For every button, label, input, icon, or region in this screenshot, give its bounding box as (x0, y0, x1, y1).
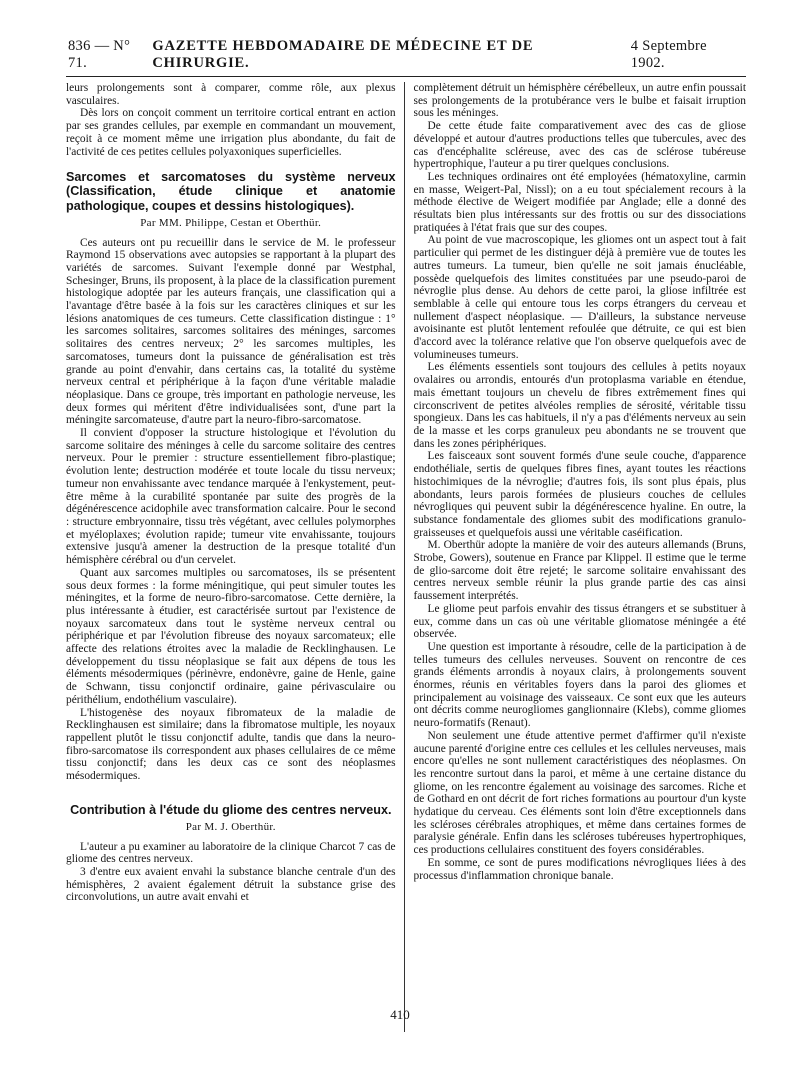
paragraph: Les faisceaux sont souvent formés d'une seule couche, d'apparence endothéliale, sertis de quelques fibres fines, ayant toutes les réactions histochimiques de la névroglie; d'autres fois, ils sont plus épais, plus abondants, leurs parois formées de plusieurs couches de cellules névrogliques qui peuvent subir la dégénérescence hyaline. En outre, la substance fondamentale des gliomes subit des modifications granulo-graisseuses et quelquefois aussi une véritable caséification. (413, 450, 746, 539)
paragraph: Les éléments essentiels sont toujours des cellules à petits noyaux ovalaires ou arrondis, entourés d'un protoplasma variable en étendue, mais émettant toujours un chevelu de fibres extrêmement fines qui circonscrivent de petites alvéoles remplies de sérosité, véritable tissu spongieux. Dans les cas habituels, il n'y a pas d'éléments nerveux au sein de la masse et les corps granuleux peu abondants ne se trouvent que dans les zones périphériques. (413, 361, 746, 450)
paragraph: M. Oberthür adopte la manière de voir des auteurs allemands (Bruns, Strobe, Gowers), soutenue en France par Klippel. Il estime que le terme de glio-sarcome doit être rejeté; le sarcome solitaire envahissant des centres nerveux semble réunir la plus grande partie des cas ainsi faussement interprétés. (413, 539, 746, 603)
article-byline: Par MM. Philippe, Cestan et Oberthür. (140, 216, 322, 229)
paragraph: Il convient d'opposer la structure histologique et l'évolution du sarcome solitaire des méninges à celle du sarcome solitaire des centres nerveux. Pour le premier : structure essentiellement fibro-plastique; évolution lente; destruction modérée et toute locale du tissu nerveux; tumeur non envahissante avec tendance marquée à l'enkystement, peut-être même à la curabilité spontanée par suite des progrès de la dégénérescence acidophile avec transformation calcaire. Pour le second : structure embryonnaire, tissu très végétant, avec cellules polymorphes et myéloplaxes; évolution rapide; tumeur vite envahissante, toujours extensive jusqu'à amener la destruction de la presque totalité d'un hémisphère cérébral ou d'un cervelet. (66, 427, 396, 567)
issue-number: 836 — N° 71. (68, 38, 131, 71)
paragraph: Une question est importante à résoudre, celle de la participation à de telles tumeurs des cellules nerveuses. Souvent on rencontre de ces grands éléments arrondis à noyaux clairs, à prolongements souvent énormes, réunis en véritables foyers dans la paroi des gliomes et principalement au voisinage des vaisseaux. Ce sont eux que les auteurs ont décrits comme neurogliomes ganglionnaire (Klebs), comme gliomes neuro-formatifs (Renaut). (413, 640, 746, 730)
paragraph: De cette étude faite comparativement avec des cas de gliose développé et autour d'autres productions telles que tubercules, avec des cas d'encéphalite scléreuse, avec des cas de sclérose tubéreuse hypertrophique, l'auteur a pu tirer quelques conclusions. (413, 120, 746, 171)
paragraph: Au point de vue macroscopique, les gliomes ont un aspect tout à fait particulier qui permet de les distinguer déjà à première vue de toutes les autres tumeurs. La tumeur, bien qu'elle ne soit jamais énucléable, possède quelquefois des limites constituées par une pseudo-paroi de névroglie plus dense. Au dehors de cette paroi, la gliose infiltrée est semblable à celle qui entoure tous les corps étrangers du cerveau et nullement d'aspect néoplasique. — D'ailleurs, la substance nerveuse avoisinante est plutôt lentement refoulée que détruite, ce qui est bien d'accord avec la tolérance relative que l'on observe quelquefois avec de volumineuses tumeurs. (413, 234, 746, 361)
left-column (66, 82, 396, 1032)
paragraph: leurs prolongements sont à comparer, comme rôle, aux plexus vasculaires. (66, 82, 396, 107)
article-title-gliome: Contribution à l'étude du gliome des centres nerveux. (70, 802, 392, 817)
article-title-sarcomes: Sarcomes et sarcomatoses du système nerveux (Classification, étude clinique et anatomie pathologique, coupes et dessins histologiques). (66, 170, 396, 213)
paragraph: En somme, ce sont de pures modifications névrogliques liées à des processus d'inflammation chronique banale. (413, 856, 746, 882)
issue-date: 4 Septembre 1902. (630, 38, 707, 71)
page-number: 410 (390, 1007, 410, 1022)
paragraph: Le gliome peut parfois envahir des tissus étrangers et se substituer à eux, comme dans un cas où une véritable gliomatose méningée a été observée. (413, 602, 746, 641)
paragraph: Dès lors on conçoit comment un territoire cortical entrant en action par ses grandes cellules, par exemple en commandant un mouvement, reçoit à ce moment même une irrigation plus abondante, du fait de l'activité de ces petites cellules polyaxoniques superficielles. (66, 107, 396, 158)
journal-title: GAZETTE HEBDOMADAIRE DE MÉDECINE ET DE CHIRURGIE. (152, 38, 534, 71)
paragraph: 3 d'entre eux avaient envahi la substance blanche centrale d'un des hémisphères, 2 avaient également détruit la substance grise des circonvolutions, un autre avait envahi et (66, 866, 396, 904)
two-column-body (66, 82, 746, 1032)
paragraph: Non seulement une étude attentive permet d'affirmer qu'il n'existe aucune parenté d'origine entre ces cellules et les cellules nerveuses, mais encore qu'elles ne sont nullement caractéristiques des néoplasmes. On les rencontre surtout dans la paroi, et même à une certaine distance du gliome, on les rencontre également au voisinage des sarcomes. Riche et de Gothard en ont décrit de fort riches formations au pourtour d'un kyste hydatique du cerveau. Ces éléments sont loin d'être exceptionnels dans les scléroses cérébrales atrophiques, et même dans certaines formes de paralysie générale. Enfin dans les scléroses tubéreuses hypertrophiques, ces productions cellulaires constituent des foyers considérables. (413, 729, 746, 857)
paragraph: L'auteur a pu examiner au laboratoire de la clinique Charcot 7 cas de gliome des centres nerveux. (66, 840, 396, 866)
right-column (414, 82, 746, 1032)
paragraph: Quant aux sarcomes multiples ou sarcomatoses, ils se présentent sous deux formes : la forme méningitique, qui peut simuler toutes les méningites, et la forme de neuro-fibro-sarcomatose. Cette dernière, la plus intéressante à étudier, est caractérisée surtout par l'existence de noyaux sarcomateux dans tout le système nerveux central ou périphérique et par l'évolution fibreuse des noyaux sarcomateux; elle affecte des relations étroites avec la maladie de Recklinghausen. Le développement du tissu néoplasique se fait aux dépens de tous les éléments mésodermiques (périnèvre, endonèvre, gaine de Henle, gaine de Schwann, tissu conjonctif ordinaire, gaine périvasculaire ou périthélium, endothélium vasculaire). (66, 566, 396, 706)
article-byline: Par M. J. Oberthür. (185, 820, 276, 833)
paragraph: complètement détruit un hémisphère cérébelleux, un autre enfin poussait ses prolongements de la protubérance vers le bulbe et faisait irruption sous les méninges. (413, 82, 746, 120)
column-rule (404, 82, 405, 1032)
running-header (66, 38, 746, 77)
paragraph: Ces auteurs ont pu recueillir dans le service de M. le professeur Raymond 15 observations avec autopsies se rapportant à la plupart des variétés de sarcomes. Suivant l'exemple donné par Westphal, Schesinger, Bruns, ils proposent, à la place de la classification purement histologique adoptée par les auteurs français, une classification qui a l'avantage d'être basée à la fois sur les caractères cliniques et sur les lésions anatomiques de ces tumeurs. Cette classification distingue : 1° les sarcomes solitaires, sarcomes solitaires des méninges, sarcomes solitaires des centres nerveux; 2° les sarcomes multiples, les sarcomatoses, tumeurs dont la puissance de généralisation est très grande au point d'envahir, dans certains cas, la totalité du système nerveux central et périphérique à la façon d'une véritable maladie néoplasique. Dans ce groupe, très important en pathologie nerveuse, les deux formes qui méritent d'être individualisées sont, d'une part la méningite sarcomateuse, d'autre part la neuro-fibro-sarcomatose. (66, 236, 396, 427)
paragraph: L'histogenèse des noyaux fibromateux de la maladie de Recklinghausen est similaire; dans la fibromatose multiple, les noyaux rappellent plutôt le tissu conjonctif adulte, tandis que dans la neuro-fibro-sarcomatose ils correspondent aux phases cellulaires de ce même tissu conjonctif; dans les deux cas ce sont des néoplasmes mésodermiques. (66, 706, 396, 783)
paragraph: Les techniques ordinaires ont été employées (hématoxyline, carmin en masse, Weigert-Pal, Nissl); on a eu tout spécialement recours à la méthode élective de Weigert modifiée par Anglade; elle a donné des résultats bien plus intéressants sur des frottis ou sur des dissociations pratiquées à l'état frais que sur des coupes. (413, 170, 746, 234)
